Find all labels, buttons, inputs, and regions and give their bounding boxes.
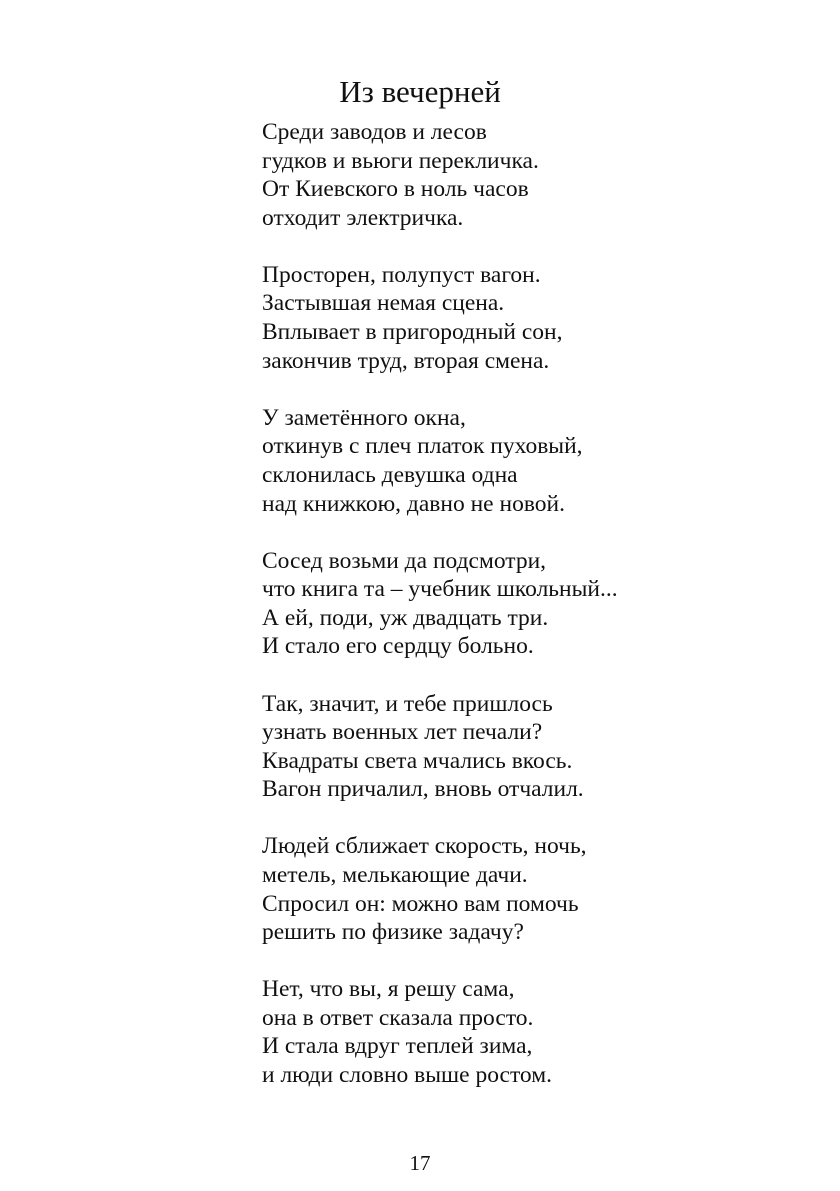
poem-line: Квадраты света мчались вкось. (262, 747, 573, 774)
stanza-2 (262, 261, 722, 375)
poem-line: метель, мелькающие дачи. (262, 861, 528, 888)
stanza-5 (262, 690, 722, 804)
stanza-3 (262, 404, 722, 518)
poem-line: Так, значит, и тебе пришлось (262, 690, 553, 717)
poem-title: Из вечерней (339, 74, 501, 109)
poem-line: Вплывает в пригородный сон, (262, 319, 563, 346)
poem-line: склонилась девушка одна (262, 461, 518, 488)
poem-line: Спросил он: можно вам помочь (262, 890, 579, 917)
poem-line: Застывшая немая сцена. (262, 290, 505, 317)
stanza-6 (262, 832, 722, 946)
poem-line: От Киевского в ноль часов (262, 176, 529, 203)
stanza-4 (262, 547, 722, 661)
stanza-7 (262, 975, 722, 1089)
poem-line: У заметённого окна, (262, 404, 466, 431)
poem-line: А ей, поди, уж двадцать три. (262, 604, 549, 631)
poem-line: Вагон причалил, вновь отчалил. (262, 776, 584, 803)
poem-line: отходит электричка. (262, 204, 464, 231)
poem-line: над книжкою, давно не новой. (262, 490, 565, 517)
poem-line: Просторен, полупуст вагон. (262, 261, 541, 288)
poem-line: откинув с плеч платок пуховый, (262, 433, 583, 460)
poem-line: узнать военных лет печали? (262, 719, 543, 746)
poem-line: закончив труд, вторая смена. (262, 347, 550, 374)
poem-line: и люди словно выше ростом. (262, 1062, 552, 1089)
poem-line: что книга та – учебник школьный... (262, 576, 618, 603)
poem-line: решить по физике задачу? (262, 919, 524, 946)
poem-line: И стало его сердцу больно. (262, 633, 534, 660)
poem-line: она в ответ сказала просто. (262, 1004, 534, 1031)
poem-line: И стала вдруг теплей зима, (262, 1033, 533, 1060)
stanza-1 (262, 118, 722, 232)
page-number: 17 (409, 1151, 431, 1175)
poem-line: Сосед возьми да подсмотри, (262, 547, 547, 574)
poem-body (262, 118, 722, 1118)
poem-line: Людей сближает скорость, ночь, (262, 833, 587, 860)
poem-line: гудков и вьюги перекличка. (262, 147, 539, 174)
poem-line: Среди заводов и лесов (262, 119, 487, 145)
poem-line: Нет, что вы, я решу сама, (262, 976, 515, 1003)
